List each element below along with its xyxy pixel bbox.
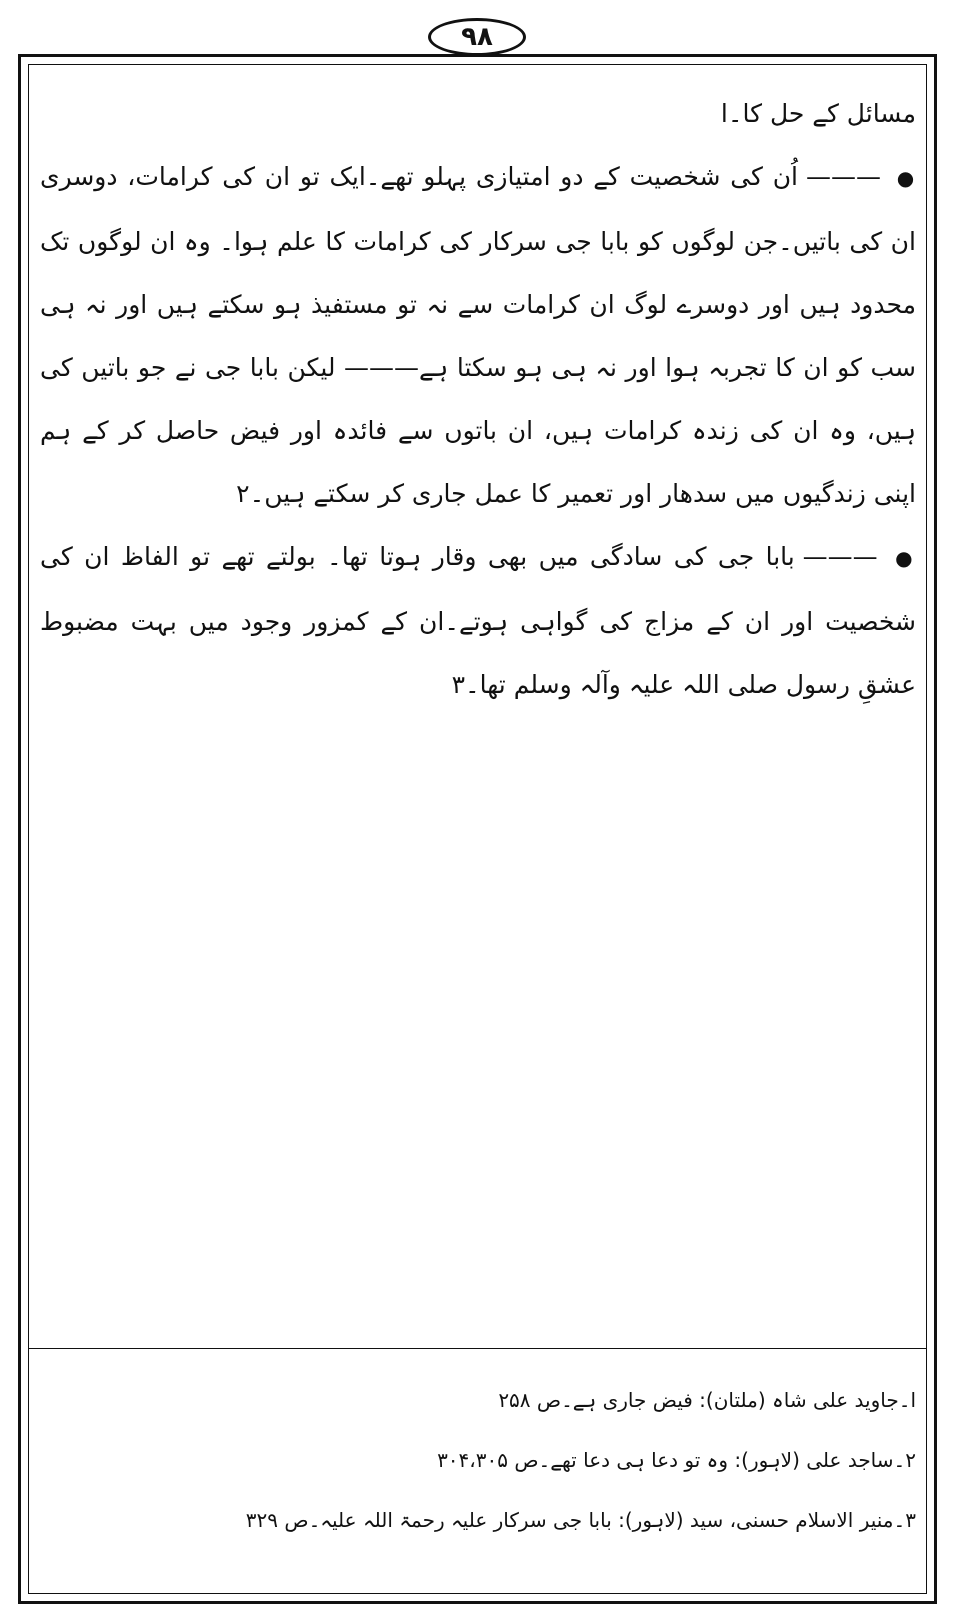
- paragraph-3-text: ——— بابا جی کی سادگی میں بھی وقار ہوتا تھا۔ بولتے تھے تو الفاظ ان کی شخصیت اور ان کے مزاج کی گواہی ہوتے۔ان کے کمزور وجود میں بہت مضبوط عشقِ رسول صلی اللہ علیہ وآلہ وسلم تھا۔۳: [40, 542, 916, 699]
- paragraph-1-text: مسائل کے حل کا۔ا: [720, 99, 916, 128]
- paragraph-2: [40, 145, 916, 525]
- footnotes: [40, 1370, 916, 1550]
- bullet-icon: ●: [896, 166, 916, 190]
- footnote-3: ۳۔منیر الاسلام حسنی، سید (لاہور): بابا جی سرکار علیہ رحمۃ اللہ علیہ۔ص ۳۲۹: [245, 1508, 916, 1532]
- main-text: [40, 82, 916, 716]
- page-number: ۹۸: [428, 18, 526, 56]
- paragraph-1: [40, 82, 916, 145]
- paragraph-3: [40, 525, 916, 716]
- footnote-1: ا۔جاوید علی شاہ (ملتان): فیض جاری ہے۔ص ۲۵۸: [498, 1388, 916, 1412]
- bullet-icon: ●: [895, 546, 916, 570]
- footnote-divider: [28, 1348, 927, 1349]
- footnote-2: ۲۔ساجد علی (لاہور): وہ تو دعا ہی دعا تھے۔ص ۳۰۴،۳۰۵: [437, 1448, 916, 1472]
- paragraph-2-text: ——— اُن کی شخصیت کے دو امتیازی پہلو تھے۔ایک تو ان کی کرامات، دوسری ان کی باتیں۔جن لوگوں کو بابا جی سرکار کی کرامات کا علم ہوا۔ وہ ان لوگوں تک محدود ہیں اور دوسرے لوگ ان کرامات سے نہ تو مستفیذ ہو سکتے ہیں اور نہ ہی سب کو ان کا تجربہ ہوا اور نہ ہی ہو سکتا ہے——— لیکن بابا جی نے جو باتیں کی ہیں، وہ ان کی زندہ کرامات ہیں، ان باتوں سے فائدہ اور فیض حاصل کر کے ہم اپنی زندگیوں میں سدھار اور تعمیر کا عمل جاری کر سکتے ہیں۔۲: [40, 162, 916, 508]
